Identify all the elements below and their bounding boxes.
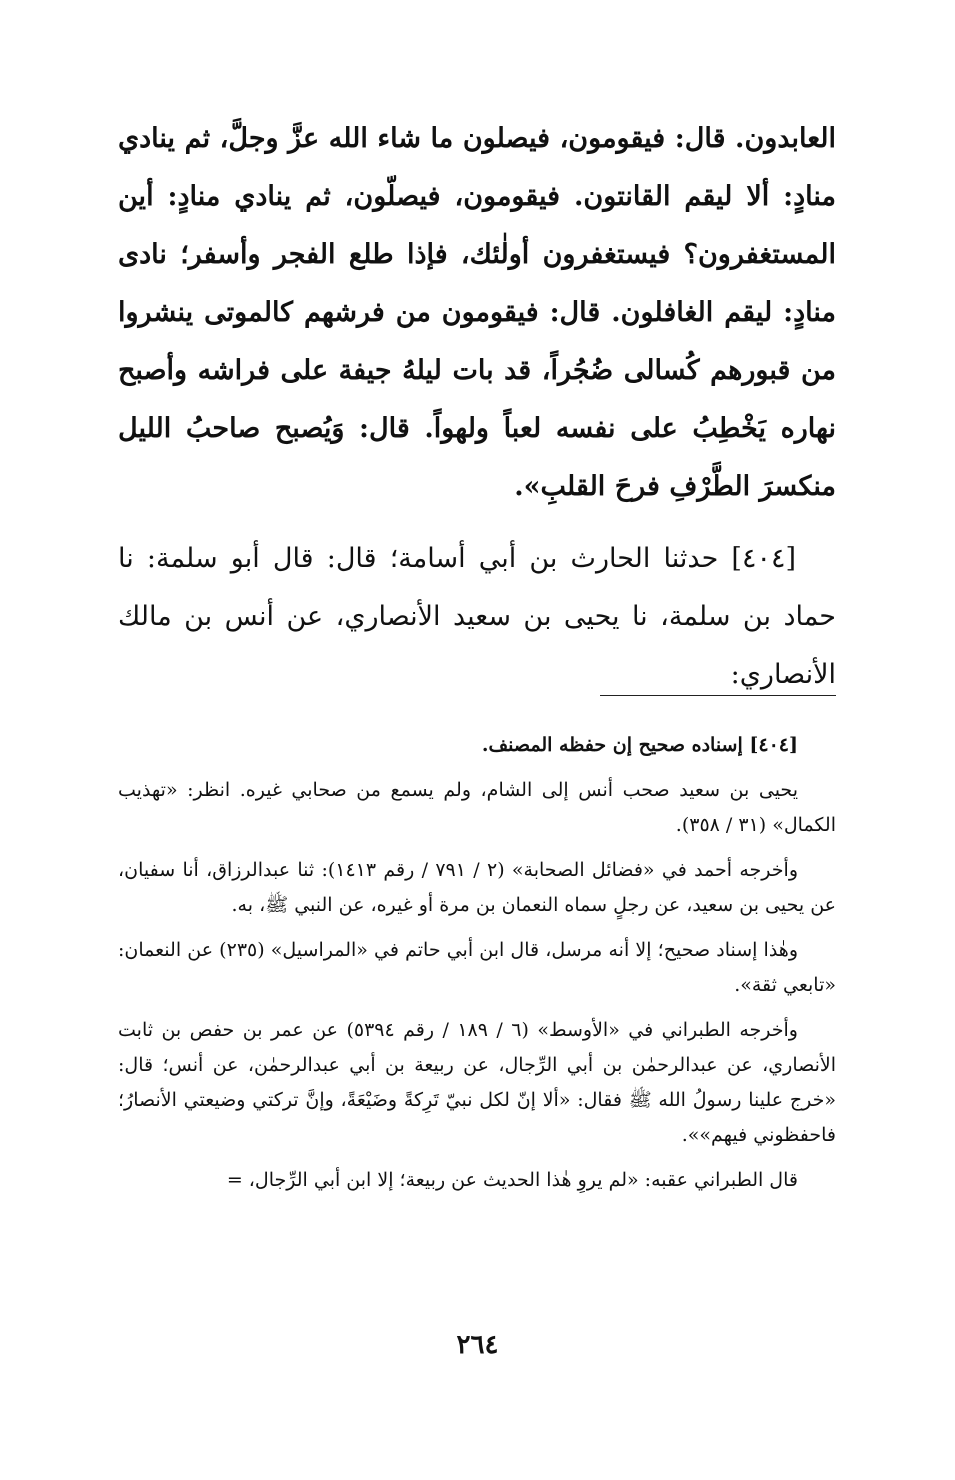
main-text	[118, 110, 836, 704]
footnote-4: وأخرجه الطبراني في «الأوسط» (٦ / ١٨٩ / رقم ٥٣٩٤) عن عمر بن حفص بن ثابت الأنصاري، عن عبدالرحمٰن بن أبي الرِّجال، عن ربيعة بن أبي عبدالرحمٰن، عن أنس؛ قال: «خرج علينا رسولُ الله ﷺ فقال: «ألا إنّ لكل نبيّ تَرِكةً وضَيْعَةً، وإنَّ تركتي وضيعتي الأنصارُ؛ فاحفظوني فيهم»».	[118, 1019, 836, 1146]
footnote-2: وأخرجه أحمد في «فضائل الصحابة» (٢ / ٧٩١ / رقم ١٤١٣): ثنا عبدالرزاق، أنا سفيان، عن يحيى بن سعيد، عن رجلٍ سماه النعمان بن مرة أو غيره، عن النبي ﷺ، به.	[118, 859, 836, 916]
footnote-divider	[600, 695, 836, 696]
footnote-3: وهٰذا إسناد صحيح؛ إلا أنه مرسل، قال ابن أبي حاتم في «المراسيل» (٢٣٥) عن النعمان: «تابعي ثقة».	[118, 939, 836, 996]
footnote-heading: [٤٠٤] إسناده صحيح إن حفظه المصنف.	[481, 734, 798, 756]
main-paragraph-1: العابدون. قال: فيقومون، فيصلون ما شاء الله عزَّ وجلَّ، ثم ينادي منادٍ: ألا ليقم القانتون. فيقومون، فيصلّون، ثم ينادي منادٍ: أين المستغفرون؟ فيستغفرون أولٰئك، فإذا طلع الفجر وأسفر؛ نادى منادٍ: ليقم الغافلون. قال: فيقومون من فرشهم كالموتى ينشروا من قبورهم كُسالى ضُجُراً، قد بات ليلهُ جيفة على فراشه وأصبح نهاره يَخْطِبُ على نفسه لعباً ولهواً. قال: وَيُصبح صاحبُ الليل منكسرَ الطَّرْفِ فرحَ القلبِ».	[118, 123, 836, 502]
page-number: ٢٦٤	[456, 1330, 499, 1360]
hadith-paragraph-404: [٤٠٤] حدثنا الحارث بن أبي أسامة؛ قال: قال أبو سلمة: نا حماد بن سلمة، نا يحيى بن سعيد الأنصاري، عن أنس بن مالك الأنصاري:	[118, 543, 836, 690]
footnotes	[118, 728, 836, 1208]
footnote-1: يحيى بن سعيد صحب أنس إلى الشام، ولم يسمع من صحابي غيره. انظر: «تهذيب الكمال» (٣١ / ٣٥٨).	[118, 779, 836, 836]
footnote-5: قال الطبراني عقبه: «لم يروِ هٰذا الحديث عن ربيعة؛ إلا ابن أبي الرِّجال، =	[226, 1169, 798, 1191]
